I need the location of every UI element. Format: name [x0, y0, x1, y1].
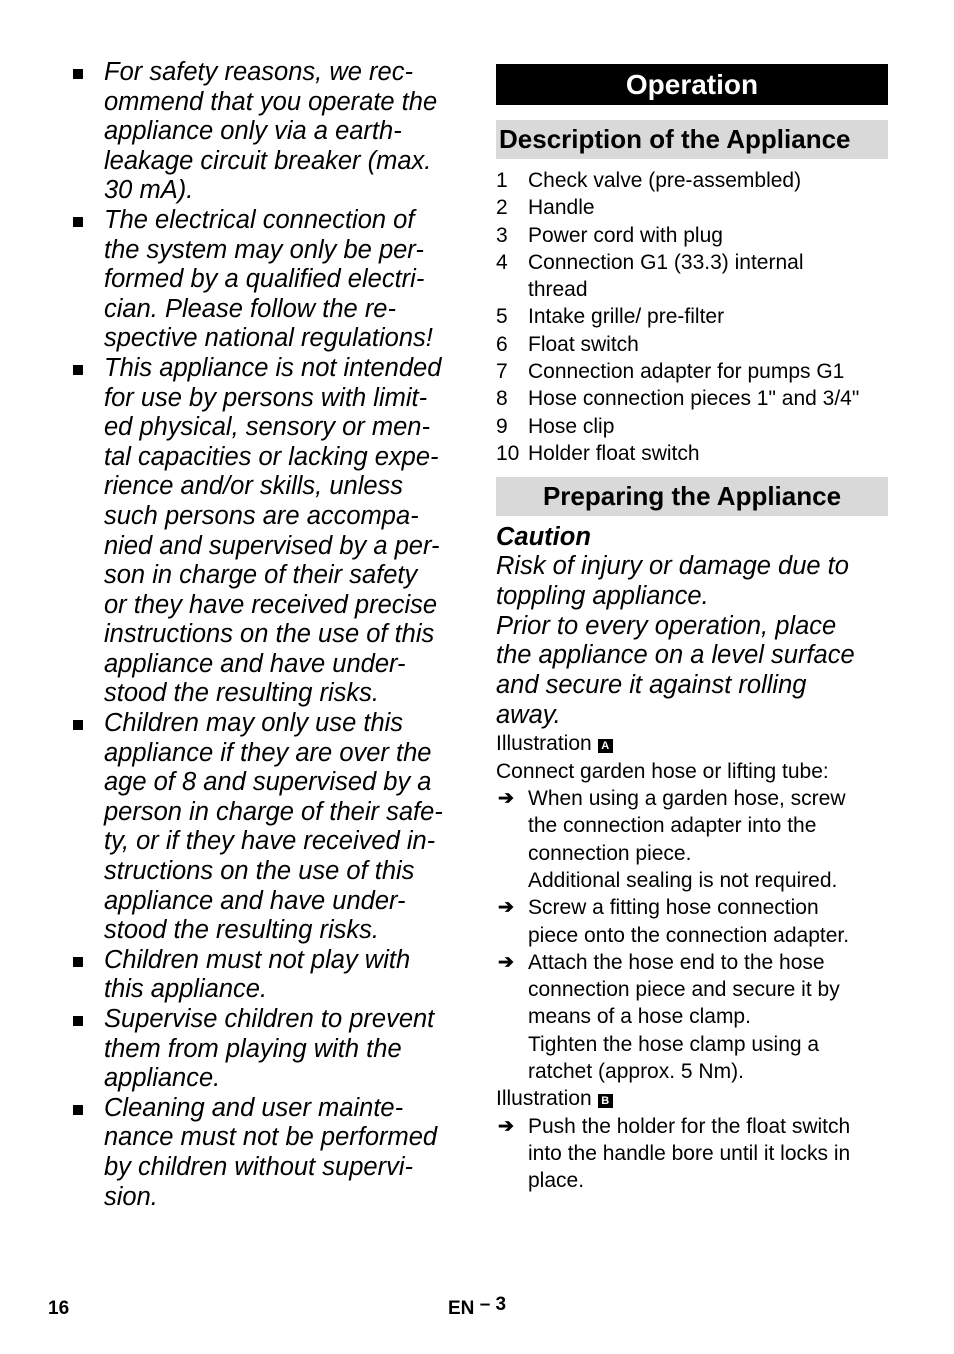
part-label: Float switch [528, 332, 639, 356]
list-item [496, 222, 888, 249]
arrow-right-icon: ➔ [498, 1115, 514, 1137]
part-number: 5 [496, 305, 508, 329]
list-item [496, 194, 888, 221]
step-text: Screw a fitting hose connection piece onto the connection adapter. [528, 896, 850, 947]
list-item-text: Children may only use this appliance if they are over the age of 8 and supervised by a person in charge of their safe- ty, or if they have received in- structions on the use of this appliance and have under- stood the resulting risks. [104, 709, 443, 945]
illustration-b-ref [496, 1085, 888, 1112]
heading-description: Description of the Appliance [496, 120, 888, 159]
illustration-b-icon: B [598, 1094, 613, 1108]
list-item [70, 58, 462, 206]
step-text: Push the holder for the float switch into the handle bore until it locks in place. [528, 1114, 851, 1193]
part-number: 4 [496, 250, 508, 274]
caution-text: Risk of injury or damage due to toppling appliance. Prior to every operation, place the appliance on a level surface and secure it against rolling away. [496, 552, 855, 729]
part-label: Intake grille/ pre-filter [528, 305, 725, 329]
list-item [496, 785, 888, 894]
square-bullet-icon [73, 957, 83, 967]
language-code: EN [448, 1298, 475, 1319]
list-item [70, 1005, 462, 1094]
square-bullet-icon [73, 217, 83, 227]
arrow-right-icon: ➔ [498, 897, 514, 919]
part-label: Holder float switch [528, 441, 700, 465]
list-item [496, 1113, 888, 1195]
part-label: Hose clip [528, 414, 615, 438]
list-item [496, 249, 888, 304]
part-number: 1 [496, 169, 508, 192]
page-number: 16 [48, 1298, 70, 1319]
part-label: Handle [528, 196, 595, 220]
list-item-text: Children must not play with this appliance. [104, 945, 411, 1004]
square-bullet-icon [73, 1105, 83, 1115]
illustration-label: Illustration [496, 1087, 592, 1111]
list-item-text: Supervise children to prevent them from playing with the appliance. [104, 1005, 435, 1093]
steps-list-a [496, 785, 888, 1085]
part-label: Check valve (pre-assembled) [528, 169, 802, 192]
list-item [496, 440, 888, 467]
part-number: 10 [496, 441, 520, 465]
list-item [496, 303, 888, 330]
section-page: – 3 [479, 1294, 507, 1315]
part-number: 9 [496, 414, 508, 438]
part-number: 6 [496, 332, 508, 356]
list-item [70, 709, 462, 946]
step-text: Attach the hose end to the hose connection piece and secure it by means of a hose clamp. Tighten the hose clamp using a ratchet (approx. 5 Nm). [528, 950, 840, 1084]
list-item [496, 413, 888, 440]
parts-list [496, 167, 888, 467]
list-item-text: The electrical connection of the system may only be per- formed by a qualified electri- cian. Please follow the re- spective national regulations! [104, 205, 433, 353]
list-item [70, 1094, 462, 1212]
right-column [496, 64, 888, 1195]
list-item [496, 331, 888, 358]
part-number: 2 [496, 196, 508, 220]
square-bullet-icon [73, 720, 83, 730]
steps-list-b [496, 1113, 888, 1195]
part-label: Power cord with plug [528, 223, 723, 247]
part-label: Connection adapter for pumps G1 [528, 360, 845, 384]
safety-list [70, 58, 462, 1212]
part-number: 3 [496, 223, 508, 247]
list-item [496, 358, 888, 385]
part-number: 7 [496, 360, 508, 384]
list-item-text: This appliance is not intended for use by persons with limit- ed physical, sensory or men- tal capacities or lacking expe- rience and/or skills, unless such persons are accompa- nied and supervised by a per- son in charge of their safety or they have received precise instructions on the use of this appliance and have under- stood the resulting risks. [104, 353, 442, 708]
square-bullet-icon [73, 69, 83, 79]
list-item [496, 167, 888, 194]
part-label: Hose connection pieces 1" and 3/4" [528, 387, 860, 411]
illustration-label: Illustration [496, 732, 592, 756]
list-item-text: Cleaning and user mainte- nance must not be performed by children without supervi- sion. [104, 1093, 438, 1211]
part-label: Connection G1 (33.3) internal thread [528, 250, 804, 302]
footer-section [448, 1294, 507, 1320]
connect-instruction: Connect garden hose or lifting tube: [496, 759, 829, 783]
illustration-a-ref [496, 730, 888, 757]
left-column [70, 58, 462, 1212]
illustration-a-icon: A [598, 739, 613, 753]
list-item [70, 354, 462, 709]
caution-title: Caution [496, 523, 591, 552]
list-item-text: For safety reasons, we rec- ommend that you operate the appliance only via a earth- leakage circuit breaker (max. 30 mA). [104, 58, 438, 205]
section-title-operation: Operation [496, 64, 888, 105]
list-item [70, 946, 462, 1005]
list-item [496, 894, 888, 949]
arrow-right-icon: ➔ [498, 951, 514, 973]
part-number: 8 [496, 387, 508, 411]
arrow-right-icon: ➔ [498, 788, 514, 810]
step-text: When using a garden hose, screw the connection adapter into the connection piece. Additional sealing is not required. [528, 787, 846, 892]
list-item [496, 385, 888, 412]
square-bullet-icon [73, 365, 83, 375]
square-bullet-icon [73, 1016, 83, 1026]
list-item [70, 206, 462, 354]
list-item [496, 949, 888, 1085]
heading-preparing: Preparing the Appliance [496, 477, 888, 516]
